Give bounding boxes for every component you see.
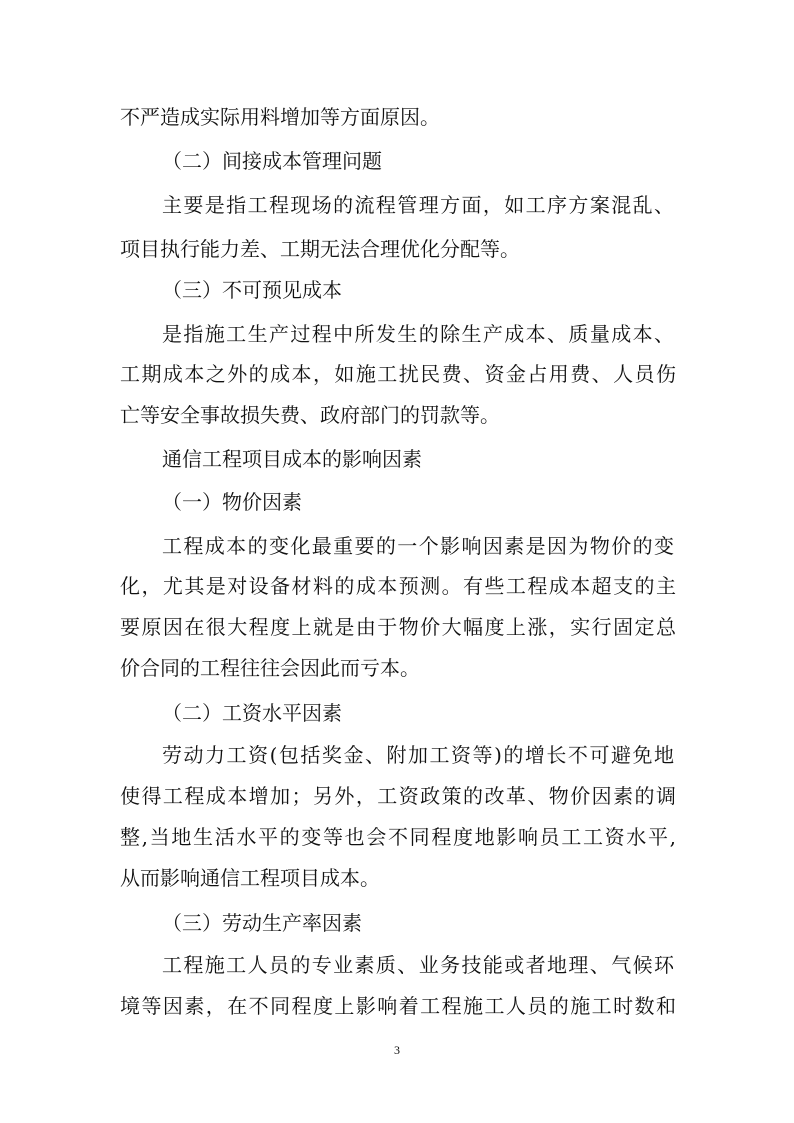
text-line: 主要是指工程现场的流程管理方面，如工序方案混乱、 xyxy=(162,193,674,217)
subheading-productivity-factor: （三）劳动生产率因素 xyxy=(162,911,362,935)
text-line: 是指施工生产过程中所发生的除生产成本、质量成本、 xyxy=(162,322,674,346)
text-line: 劳动力工资(包括奖金、附加工资等)的增长不可避免地 xyxy=(162,743,674,767)
section-heading: 通信工程项目成本的影响因素 xyxy=(162,447,422,471)
text-line: 整,当地生活水平的变等也会不同程度地影响员工工资水平, xyxy=(120,825,676,849)
text-line: 使得工程成本增加；另外，工资政策的改革、物价因素的调 xyxy=(120,784,676,808)
page-number: 3 xyxy=(394,1043,400,1057)
text-line: 要原因在很大程度上就是由于物价大幅度上涨，实行固定总 xyxy=(120,615,676,639)
subheading-indirect-cost: （二）间接成本管理问题 xyxy=(162,149,382,173)
subheading-unforeseen-cost: （三）不可预见成本 xyxy=(162,278,342,302)
subheading-wage-factor: （二）工资水平因素 xyxy=(162,701,342,725)
subheading-price-factor: （一）物价因素 xyxy=(162,490,302,514)
text-line: 工期成本之外的成本，如施工扰民费、资金占用费、人员伤 xyxy=(120,362,676,386)
text-line: 从而影响通信工程项目成本。 xyxy=(120,866,380,890)
text-line: 化，尤其是对设备材料的成本预测。有些工程成本超支的主 xyxy=(120,574,676,598)
text-line: 境等因素，在不同程度上影响着工程施工人员的施工时数和 xyxy=(120,994,676,1018)
text-line: 项目执行能力差、工期无法合理优化分配等。 xyxy=(120,237,520,261)
text-line: 工程成本的变化最重要的一个影响因素是因为物价的变 xyxy=(162,534,674,558)
text-line: 工程施工人员的专业素质、业务技能或者地理、气候环 xyxy=(162,953,674,977)
text-line: 不严造成实际用料增加等方面原因。 xyxy=(120,105,440,129)
text-line: 价合同的工程往往会因此而亏本。 xyxy=(120,656,420,680)
text-line: 亡等安全事故损失费、政府部门的罚款等。 xyxy=(120,403,500,427)
